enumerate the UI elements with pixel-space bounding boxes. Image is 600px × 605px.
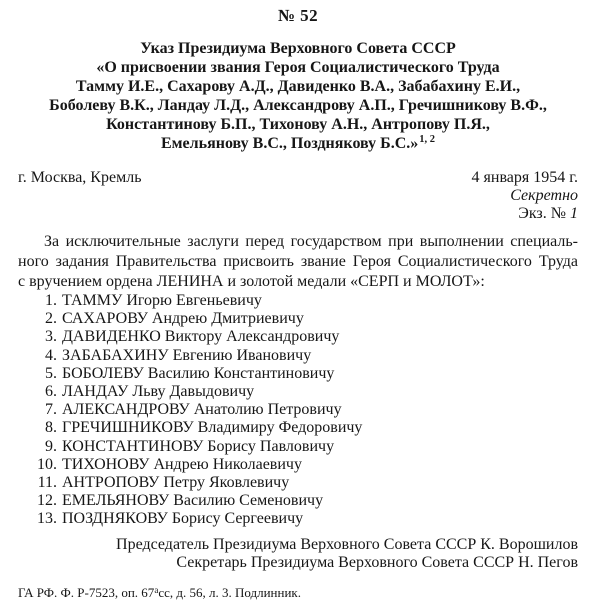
recipient-name: АЛЕКСАНДРОВУ Анатолию Петровичу — [62, 401, 342, 419]
recipient-number: 3. — [45, 328, 57, 346]
title-line-3: Тамму И.Е., Сахарову А.Д., Давиденко В.А., Забабахину Е.И., — [75, 78, 521, 95]
archive-reference-superscript: а — [154, 584, 159, 595]
title-line-6 — [18, 134, 578, 155]
recipient-name: ЕМЕЛЬЯНОВУ Василию Семеновичу — [62, 492, 324, 510]
recipient-row — [18, 292, 578, 310]
secrecy-block — [18, 187, 578, 222]
recipient-row — [18, 328, 578, 346]
recipient-number: 10. — [37, 455, 57, 473]
copy-number-line — [18, 205, 578, 223]
recipient-number: 5. — [45, 364, 57, 382]
recipient-row — [18, 383, 578, 401]
recipient-name: ПОЗДНЯКОВУ Борису Сергеевичу — [62, 510, 304, 528]
recipient-name: ЛАНДАУ Льву Давыдовичу — [62, 383, 255, 401]
document-number: № 52 — [277, 6, 319, 25]
recipient-number: 7. — [45, 401, 57, 419]
place-label: г. Москва, Кремль — [18, 169, 142, 186]
recipient-name: ТАММУ Игорю Евгеньевичу — [62, 292, 262, 309]
chairman-signature-line: Председатель Президиума Верховного Совета СССР К. Ворошилов — [116, 535, 578, 553]
recipient-number: 6. — [45, 383, 57, 401]
recipient-name: ГРЕЧИШНИКОВУ Владимиру Федоровичу — [62, 419, 363, 437]
recipient-name: КОНСТАНТИНОВУ Борису Павловичу — [62, 437, 335, 455]
title-line-1: Указ Президиума Верховного Совета СССР — [140, 40, 456, 57]
title-line-2: «О присвоении звания Героя Социалистического Труда — [96, 59, 500, 76]
title-line-6-text: Емельянову В.С., Позднякову Б.С.» — [160, 135, 419, 152]
recipient-row — [18, 419, 578, 437]
secretary-signature-line: Секретарь Президиума Верховного Совета СССР Н. Пегов — [176, 554, 578, 572]
decree-body-paragraph — [18, 232, 578, 292]
recipient-row — [18, 510, 578, 528]
recipient-number: 9. — [45, 437, 57, 455]
recipient-number: 2. — [45, 310, 57, 328]
recipient-list — [18, 292, 578, 529]
recipient-name: БОБОЛЕВУ Василию Константиновичу — [62, 364, 335, 382]
archive-reference — [18, 585, 578, 602]
recipient-row — [18, 492, 578, 510]
archive-reference-part2: сс, д. 56, л. 3. Подлинник. — [158, 584, 301, 600]
recipient-name: ЗАБАБАХИНУ Евгению Ивановичу — [62, 346, 312, 364]
signature-block — [18, 536, 578, 573]
recipient-number: 11. — [37, 474, 57, 492]
recipient-row — [18, 347, 578, 365]
recipient-name: АНТРОПОВУ Петру Яковлевичу — [62, 474, 290, 492]
recipient-name: ТИХОНОВУ Андрею Николаевичу — [62, 455, 302, 473]
recipient-number: 8. — [45, 419, 57, 437]
copy-label: Экз. № — [518, 204, 566, 222]
recipient-row — [18, 401, 578, 419]
title-line-4: Боболеву В.К., Ландау Л.Д., Александрову А.П., Гречишникову В.Ф., — [49, 97, 547, 114]
recipient-name: ДАВИДЕНКО Виктору Александровичу — [62, 328, 340, 346]
recipient-row — [18, 365, 578, 383]
recipient-row — [18, 438, 578, 456]
archive-reference-part1: ГА РФ. Ф. Р-7523, оп. 67 — [18, 584, 155, 600]
decree-title — [18, 39, 578, 155]
recipient-name: САХАРОВУ Андрею Дмитриевичу — [62, 310, 304, 328]
recipient-row — [18, 456, 578, 474]
recipient-row — [18, 474, 578, 492]
place-date-row — [18, 168, 578, 187]
copy-number: 1 — [570, 204, 578, 222]
title-line-5: Константинову Б.П., Тихонову А.Н., Антропову П.Я., — [106, 116, 490, 133]
paragraph-line-1: За исключительные заслуги перед государством при выполнении специаль- — [44, 233, 578, 250]
recipient-number: 4. — [45, 346, 57, 364]
paragraph-line-3: с вручением ордена ЛЕНИНА и золотой медали «СЕРП и МОЛОТ»: — [18, 273, 485, 290]
recipient-number: 1. — [45, 292, 57, 309]
paragraph-line-2: ного задания Правительства присвоить звание Героя Социалистического Труда — [18, 253, 578, 270]
footnote-reference: 1, 2 — [419, 134, 436, 145]
recipient-row — [18, 310, 578, 328]
recipient-number: 13. — [37, 510, 57, 528]
secrecy-label: Секретно — [510, 187, 578, 204]
date-label: 4 января 1954 г. — [471, 169, 578, 186]
recipient-number: 12. — [37, 492, 57, 510]
